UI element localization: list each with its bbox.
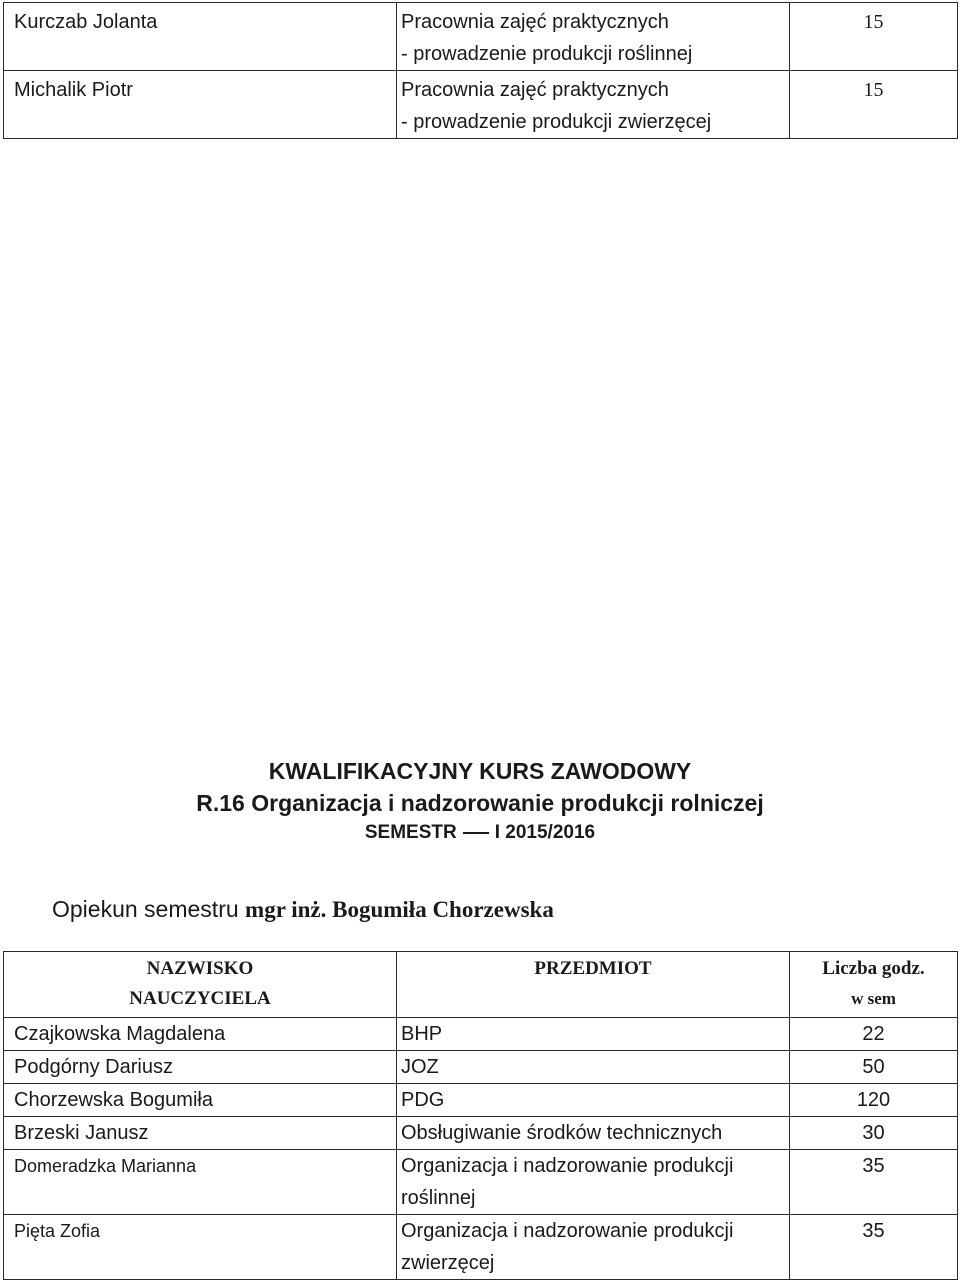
subject-cell: JOZ (397, 1051, 790, 1084)
subject-cell: Obsługiwanie środków technicznych (397, 1117, 790, 1150)
subject-cell (397, 71, 790, 139)
header-subject: PRZEDMIOT (397, 952, 790, 1018)
semester-line (0, 822, 960, 844)
header-teacher-line: NAUCZYCIELA (129, 988, 271, 1009)
header-teacher (4, 952, 397, 1018)
header-teacher-line: NAZWISKO (146, 958, 254, 979)
hours-cell: 50 (790, 1051, 958, 1084)
semester-label: SEMESTR (364, 822, 457, 843)
semester-supervisor (52, 896, 554, 923)
hours-cell: 35 (790, 1150, 958, 1215)
supervisor-name: mgr inż. Bogumiła Chorzewska (245, 897, 554, 922)
hours-cell: 22 (790, 1018, 958, 1051)
subject-cell (397, 1215, 790, 1280)
table-row (4, 1150, 958, 1215)
teacher-cell: Chorzewska Bogumiła (4, 1084, 397, 1117)
subject-line: roślinnej (401, 1187, 476, 1209)
teacher-cell: Michalik Piotr (4, 71, 397, 139)
subject-line: Organizacja i nadzorowanie produkcji (401, 1220, 734, 1242)
table-row (4, 1215, 958, 1280)
table-row (4, 1018, 958, 1051)
teacher-cell: Brzeski Janusz (4, 1117, 397, 1150)
subject-cell (397, 1150, 790, 1215)
continuation-table (3, 2, 958, 139)
header-hours (790, 952, 958, 1018)
subject-line: Pracownia zajęć praktycznych (401, 11, 669, 33)
subject-line: zwierzęcej (401, 1252, 495, 1274)
table-header-row (4, 952, 958, 1018)
hours-cell: 120 (790, 1084, 958, 1117)
dash-divider (463, 832, 489, 834)
teacher-cell: Kurczab Jolanta (4, 3, 397, 71)
subject-cell: BHP (397, 1018, 790, 1051)
teachers-table (3, 951, 958, 1280)
subject-cell (397, 3, 790, 71)
hours-cell: 30 (790, 1117, 958, 1150)
hours-cell: 15 (790, 71, 958, 139)
table-row (4, 3, 958, 71)
subject-line: Pracownia zajęć praktycznych (401, 79, 669, 101)
subject-line: Organizacja i nadzorowanie produkcji (401, 1155, 734, 1177)
teacher-cell: Pięta Zofia (4, 1215, 397, 1280)
teacher-cell: Czajkowska Magdalena (4, 1018, 397, 1051)
subject-line: - prowadzenie produkcji roślinnej (401, 43, 693, 65)
table-row (4, 1051, 958, 1084)
course-title: KWALIFIKACYJNY KURS ZAWODOWY (268, 758, 692, 784)
teacher-cell: Podgórny Dariusz (4, 1051, 397, 1084)
header-hours-line: w sem (851, 989, 896, 1008)
hours-cell: 35 (790, 1215, 958, 1280)
teacher-cell: Domeradzka Marianna (4, 1150, 397, 1215)
subject-line: - prowadzenie produkcji zwierzęcej (401, 111, 712, 133)
table-row (4, 1084, 958, 1117)
header-hours-line: Liczba godz. (822, 958, 925, 979)
supervisor-label: Opiekun semestru (52, 896, 246, 922)
hours-cell: 15 (790, 3, 958, 71)
course-subtitle: R.16 Organizacja i nadzorowanie produkcji rolniczej (196, 790, 764, 816)
table-row (4, 1117, 958, 1150)
subject-cell: PDG (397, 1084, 790, 1117)
semester-value: I 2015/2016 (494, 822, 596, 843)
table-row (4, 71, 958, 139)
